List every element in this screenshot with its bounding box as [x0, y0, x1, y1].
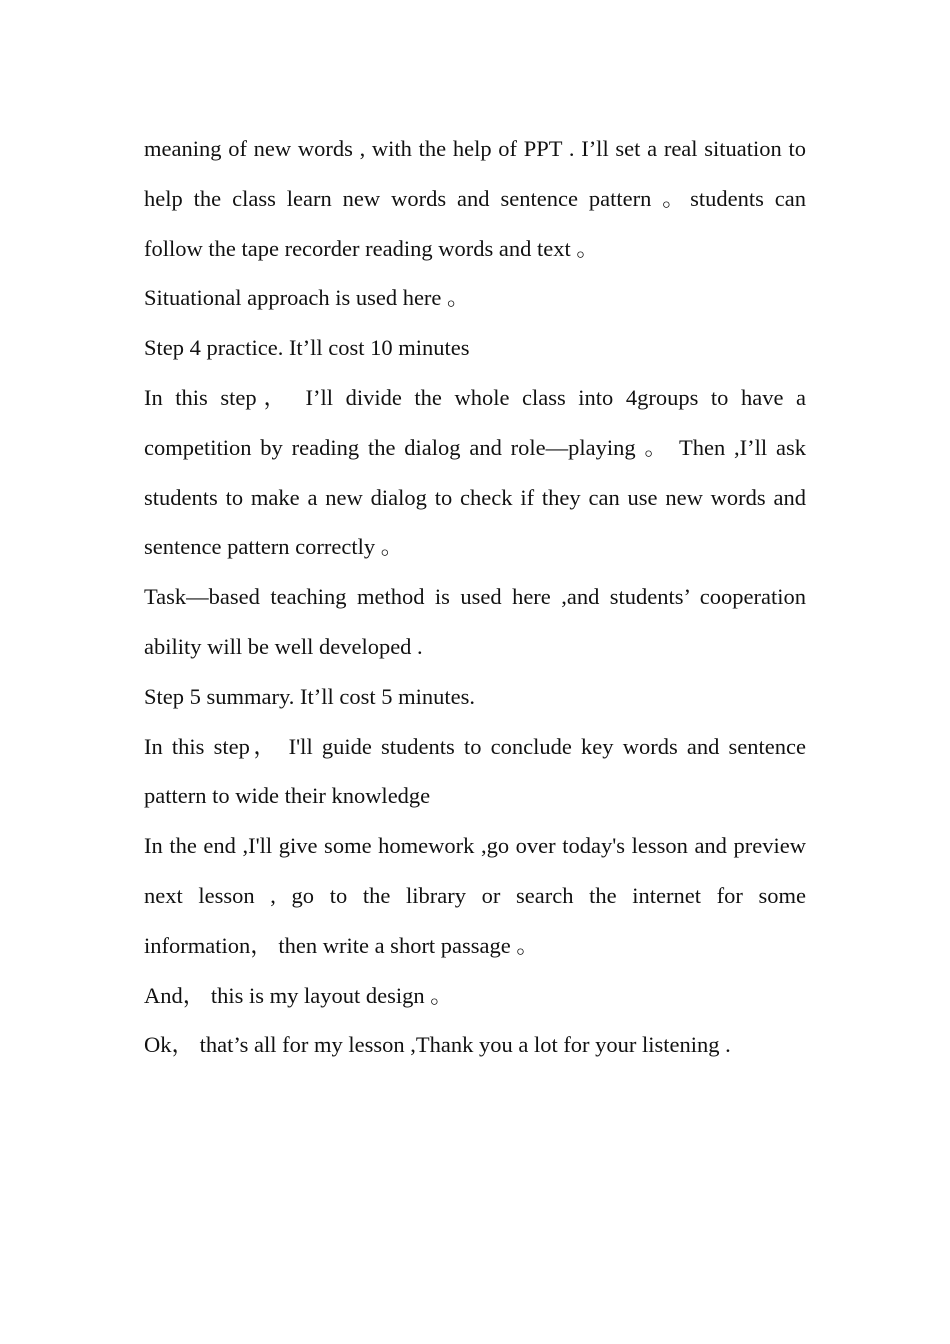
paragraph-situational-approach: Situational approach is used here 。: [144, 285, 470, 311]
paragraph-layout-design: And， this is my layout design 。: [144, 982, 453, 1008]
paragraph-task-based: Task—based teaching method is used here ,and students’ cooperation ability will be well developed .: [144, 584, 806, 659]
paragraph-step-5-heading: Step 5 summary. It’ll cost 5 minutes.: [144, 683, 476, 709]
paragraph-homework: In the end ,I'll give some homework ,go over today's lesson and preview next lesson , go to the library or search the internet for some information， then write a short passage 。: [144, 833, 806, 958]
paragraph-new-words: meaning of new words , with the help of PPT . I’ll set a real situation to help the class learn new words and sentence pattern 。students can follow the tape recorder reading words and text 。: [144, 136, 806, 261]
paragraph-step-4-heading: Step 4 practice. It’ll cost 10 minutes: [144, 335, 470, 361]
paragraph-step-5-body: In this step， I'll guide students to conclude key words and sentence pattern to wide their knowledge: [144, 733, 806, 809]
paragraph-closing: Ok， that’s all for my lesson ,Thank you a lot for your listening .: [144, 1032, 731, 1058]
document-body: [144, 124, 806, 1070]
paragraph-step-4-body: In this step， I’ll divide the whole class into 4groups to have a competition by reading the dialog and role—playing 。 Then ,I’ll ask students to make a new dialog to check if they can use new words and sentence pattern correctly 。: [144, 384, 806, 560]
